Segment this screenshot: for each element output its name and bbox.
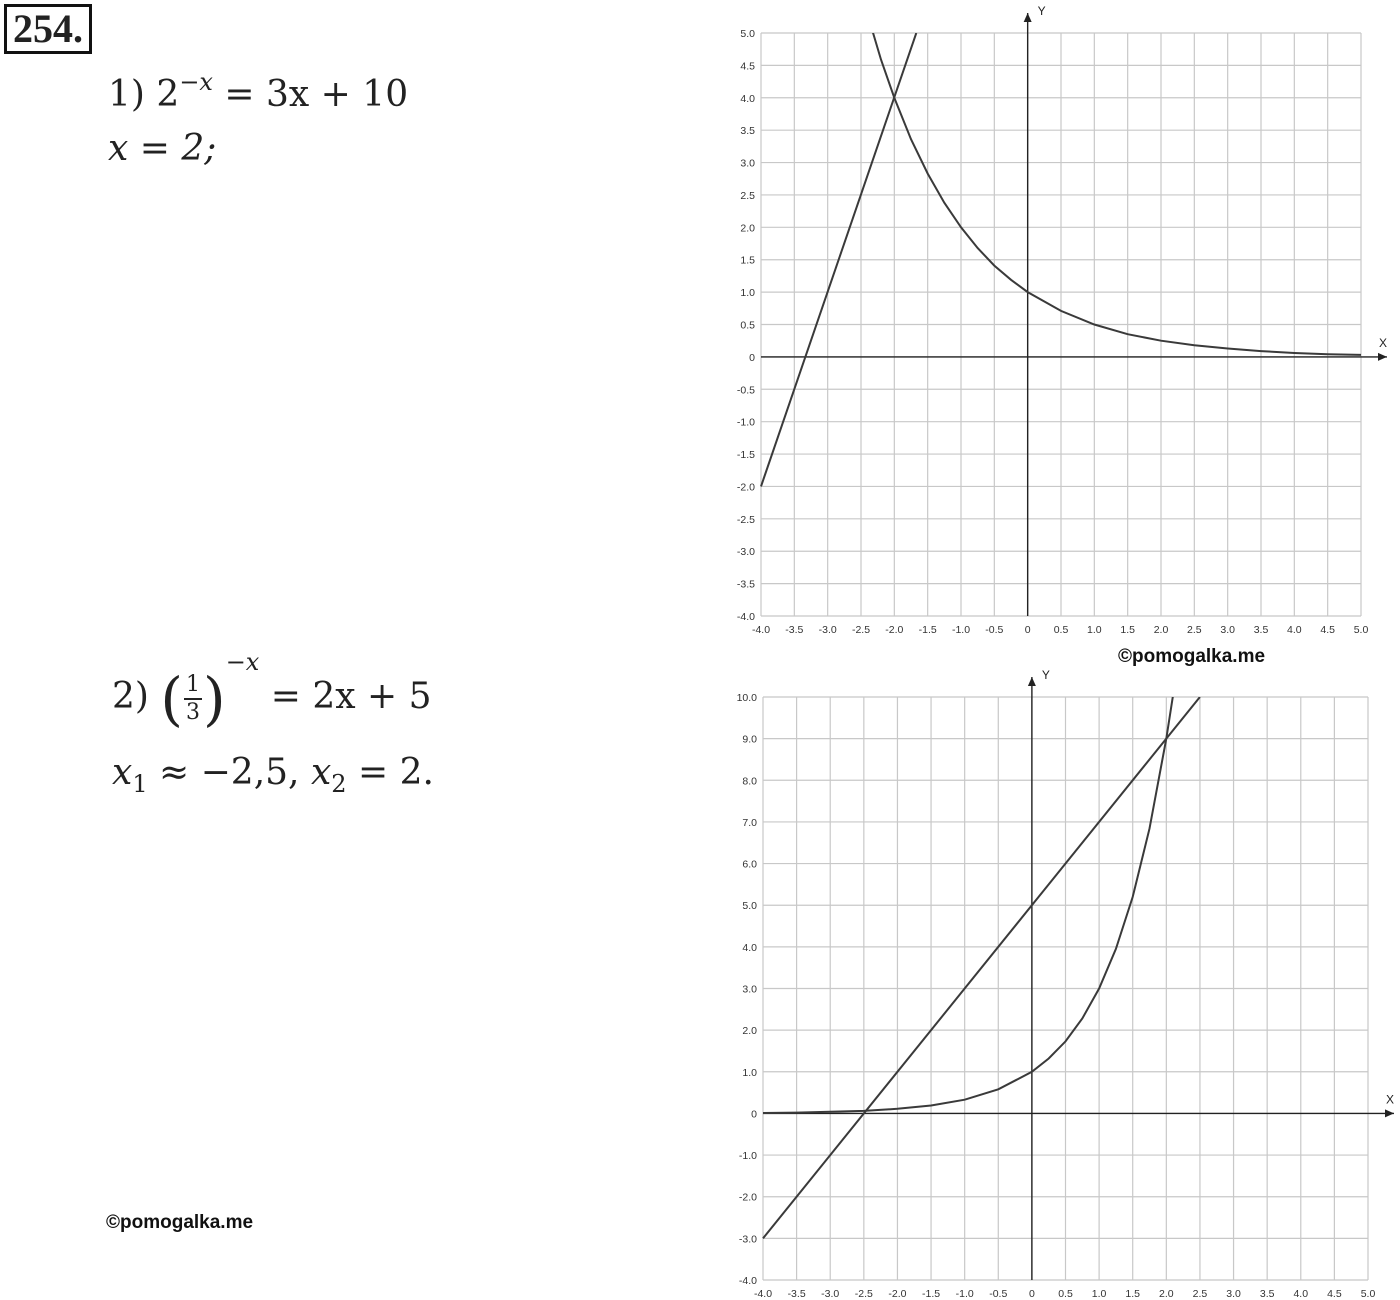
y-tick-label: -2.0	[736, 481, 755, 494]
y-tick-label: -2.5	[736, 513, 755, 526]
x-tick-label: 2.5	[1192, 1288, 1208, 1300]
x-tick-label: -1.5	[922, 1288, 941, 1300]
x-tick-label: 0.5	[1053, 624, 1069, 636]
x-tick-label: 5.0	[1353, 624, 1369, 636]
series-line-1	[763, 695, 1173, 1113]
x-tick-label: 3.0	[1226, 1288, 1241, 1300]
y-tick-label: 4.5	[740, 60, 755, 73]
x-tick-label: 1.5	[1125, 1288, 1141, 1300]
y-tick-label: -3.5	[736, 578, 755, 591]
x-tick-label: 1.0	[1091, 1288, 1107, 1300]
x-axis-arrow	[1385, 1109, 1394, 1117]
y-tick-label: -1.0	[738, 1150, 757, 1163]
y-tick-label: 0.5	[740, 319, 755, 332]
y-tick-label: 1.0	[740, 287, 755, 300]
series-line-2	[763, 697, 1200, 1238]
x-tick-label: -1.0	[951, 624, 971, 636]
answer-x2-sub: 2	[331, 770, 347, 798]
fraction-denominator: 3	[186, 700, 201, 725]
x-tick-label: -1.0	[955, 1288, 974, 1300]
y-tick-label: -1.5	[736, 449, 755, 462]
x-tick-label: -4.0	[751, 624, 771, 636]
y-axis-arrow	[1028, 677, 1036, 686]
x-tick-label: -2.0	[885, 624, 904, 636]
x-tick-label: 4.0	[1287, 624, 1302, 636]
problem1-rhs: = 3x + 10	[224, 74, 409, 115]
problem1-base: 2	[156, 74, 180, 115]
y-tick-label: 4.0	[740, 92, 755, 105]
y-tick-label: 0	[751, 1108, 757, 1121]
x-tick-label: 0	[1024, 624, 1031, 636]
y-tick-label: -4.0	[738, 1275, 757, 1287]
y-axis-label: Y	[1037, 4, 1046, 18]
x-tick-label: -2.5	[854, 1288, 873, 1300]
x-tick-label: 4.5	[1320, 624, 1335, 636]
problem1-exponent: −x	[179, 68, 213, 96]
answer-x2: x	[310, 752, 332, 793]
problem2-label: 2)	[112, 676, 149, 717]
problem1-label: 1)	[108, 74, 145, 115]
copyright-bottom: ©pomogalka.me	[106, 1212, 254, 1233]
x-tick-label: 2.5	[1187, 624, 1202, 636]
problem2-exponent: −x	[225, 648, 260, 676]
y-tick-label: 6.0	[742, 858, 757, 871]
chart-2-group	[737, 668, 1394, 1300]
x-tick-label: 1.5	[1120, 624, 1135, 636]
answer-end: = 2.	[346, 752, 434, 793]
x-tick-label: 4.5	[1327, 1288, 1342, 1300]
x-tick-label: -0.5	[989, 1288, 1008, 1300]
y-tick-label: -3.0	[738, 1233, 757, 1246]
x-axis-label: X	[1379, 335, 1388, 350]
task-number: 254.	[4, 4, 92, 54]
x-tick-label: -2.0	[888, 1288, 907, 1300]
x-tick-label: -0.5	[985, 624, 1004, 636]
x-tick-label: -3.0	[818, 624, 837, 636]
answer-mid: ≈ −2,5,	[147, 752, 311, 793]
y-tick-label: 1.5	[740, 254, 755, 267]
problem2-rhs: = 2x + 5	[270, 676, 432, 717]
x-tick-label: 4.0	[1293, 1288, 1309, 1300]
y-tick-label: 2.0	[740, 222, 755, 235]
x-tick-label: 5.0	[1360, 1288, 1376, 1300]
x-tick-label: 1.0	[1087, 624, 1102, 636]
y-tick-label: 3.5	[740, 125, 755, 138]
answer-x1-sub: 1	[132, 770, 148, 798]
problem1-answer: x = 2;	[108, 128, 217, 169]
y-tick-label: 1.0	[742, 1066, 757, 1079]
y-tick-label: 5.0	[742, 900, 757, 913]
y-tick-label: 3.0	[740, 157, 755, 170]
y-tick-label: 10.0	[736, 692, 757, 704]
answer-x1: x	[112, 752, 133, 793]
y-tick-label: 3.0	[742, 983, 757, 996]
x-tick-label: 2.0	[1153, 624, 1169, 636]
x-tick-label: 2.0	[1159, 1288, 1174, 1300]
x-tick-label: -3.5	[787, 1288, 806, 1300]
y-tick-label: 8.0	[742, 775, 757, 788]
x-tick-label: -3.0	[821, 1288, 840, 1300]
y-tick-label: -0.5	[736, 384, 755, 397]
y-tick-label: -3.0	[736, 546, 755, 559]
right-paren: )	[203, 665, 226, 733]
y-tick-label: -4.0	[736, 611, 755, 623]
x-tick-label: 3.5	[1259, 1288, 1275, 1300]
fraction-numerator: 1	[186, 672, 201, 697]
y-axis-arrow	[1024, 13, 1032, 22]
y-tick-label: 4.0	[742, 941, 757, 954]
left-paren: (	[160, 665, 184, 733]
chart-1-group	[737, 4, 1387, 636]
x-tick-label: -2.5	[851, 624, 871, 636]
x-tick-label: 3.0	[1220, 624, 1235, 636]
x-tick-label: -3.5	[785, 624, 804, 636]
x-tick-label: 0.5	[1058, 1288, 1073, 1300]
y-tick-label: 9.0	[742, 733, 757, 746]
y-tick-label: 2.5	[740, 189, 755, 202]
y-tick-label: 2.0	[742, 1025, 757, 1038]
y-tick-label: -1.0	[736, 416, 755, 429]
x-axis-arrow	[1378, 353, 1387, 361]
copyright-top: ©pomogalka.me	[1118, 646, 1266, 667]
y-tick-label: 5.0	[740, 28, 755, 40]
y-tick-label: 7.0	[742, 816, 757, 829]
x-tick-label: -4.0	[753, 1288, 773, 1300]
x-tick-label: -1.5	[918, 624, 937, 636]
y-tick-label: -2.0	[738, 1191, 757, 1204]
x-axis-label: X	[1386, 1092, 1395, 1107]
x-tick-label: 0	[1028, 1288, 1035, 1300]
x-tick-label: 3.5	[1253, 624, 1269, 636]
y-tick-label: 0	[749, 351, 755, 364]
y-axis-label: Y	[1041, 668, 1050, 682]
